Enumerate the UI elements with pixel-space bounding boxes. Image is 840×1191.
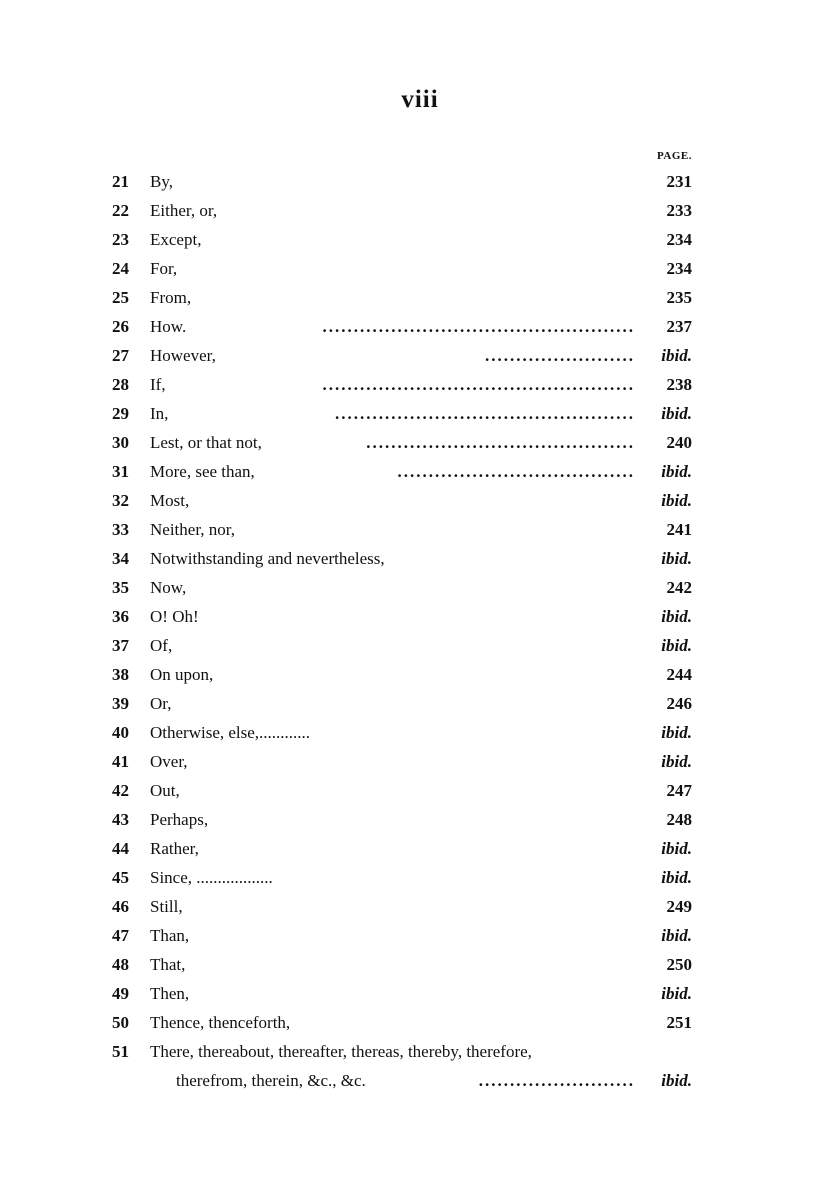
entry-page-number: 235 [666,288,692,307]
leader-dots: ................................................ [335,404,635,423]
toc-entry [0,1037,840,1095]
leader-dots: ........................................... [366,433,635,452]
toc-entry [0,370,840,399]
entry-title: Neither, nor, [150,520,236,539]
entry-title: By, [150,172,173,191]
entry-number: 26 [112,317,129,336]
entry-page-number: 241 [666,520,692,539]
entry-page-number: 249 [666,897,692,916]
entry-number: 29 [112,404,129,423]
entry-number: 27 [112,346,129,365]
entry-number: 32 [112,491,129,510]
entry-title: Out, [150,781,180,800]
entry-page-number: 234 [666,259,692,278]
entry-title: Or, [150,694,172,713]
entry-page-number: 238 [666,375,692,394]
entry-number: 51 [112,1042,129,1061]
toc-entry [0,341,840,370]
entry-title: In, [150,404,169,423]
entry-number: 42 [112,781,129,800]
entry-title: Perhaps, [150,810,209,829]
entry-title: O! Oh! [150,607,199,626]
entry-title: From, [150,288,192,307]
entry-title: Still, [150,897,183,916]
leader-dots: ...................................... [397,462,635,481]
toc-entry [0,863,840,892]
entry-title: Since, .................. [150,868,273,887]
entry-title: Now, [150,578,187,597]
entry-title: However, [150,346,216,365]
entry-number: 40 [112,723,129,742]
entry-page-number: 237 [666,317,692,336]
toc-entry [0,225,840,254]
entry-page-number: 251 [666,1013,692,1032]
entry-page-number: 240 [666,433,692,452]
entry-number: 30 [112,433,129,452]
entry-page-number: 231 [666,172,692,191]
toc-entry [0,515,840,544]
toc-entry [0,602,840,631]
entry-title: Rather, [150,839,199,858]
entry-number: 37 [112,636,129,655]
entry-title: Then, [150,984,190,1003]
toc-entry [0,544,840,573]
toc-entry [0,805,840,834]
toc-entry [0,921,840,950]
entry-page-number: 234 [666,230,692,249]
entry-page-number: 247 [666,781,692,800]
entry-number: 48 [112,955,129,974]
toc-entry [0,689,840,718]
leader-dots: ........................ [485,346,635,365]
page-column-header: PAGE. [657,150,692,162]
entry-page-number: ibid. [661,607,692,626]
entry-page-number: ibid. [661,636,692,655]
toc-entry [0,573,840,602]
entry-page-number: 242 [666,578,692,597]
leader-dots: ......................... [478,1071,635,1090]
entry-title: That, [150,955,186,974]
toc-entry [0,1008,840,1037]
toc-entry [0,631,840,660]
entry-page-number: ibid. [661,462,692,481]
page-folio: viii [401,86,439,113]
entry-page-number: 248 [666,810,692,829]
toc-entry [0,457,840,486]
entry-page-number: ibid. [661,984,692,1003]
entry-page-number: ibid. [661,549,692,568]
entry-page-number: ibid. [661,491,692,510]
entry-title: For, [150,259,178,278]
entry-number: 28 [112,375,129,394]
entry-number: 41 [112,752,129,771]
toc-entry [0,312,840,341]
entry-title: Over, [150,752,188,771]
entry-title: If, [150,375,166,394]
entry-page-number: ibid. [661,723,692,742]
entry-page-number: ibid. [661,1071,692,1090]
entry-title: Of, [150,636,173,655]
toc-entry [0,892,840,921]
toc-entry [0,283,840,312]
entry-page-number: 246 [666,694,692,713]
entry-title: Notwithstanding and nevertheless, [150,549,385,568]
entry-number: 47 [112,926,129,945]
entry-number: 49 [112,984,129,1003]
toc-entry [0,254,840,283]
entry-number: 45 [112,868,129,887]
toc-entry [0,428,840,457]
entry-title: More, see than, [150,462,255,481]
entry-number: 31 [112,462,129,481]
entry-number: 34 [112,549,129,568]
entry-page-number: ibid. [661,868,692,887]
entry-number: 22 [112,201,129,220]
entry-page-number: 233 [666,201,692,220]
leader-dots: .................................................. [322,317,635,336]
leader-dots: .................................................. [322,375,635,394]
entry-number: 46 [112,897,129,916]
entry-number: 43 [112,810,129,829]
toc-entry [0,718,840,747]
entry-title: How. [150,317,187,336]
entry-number: 33 [112,520,129,539]
entry-title: Thence, thenceforth, [150,1013,291,1032]
entry-number: 44 [112,839,129,858]
entry-page-number: 250 [666,955,692,974]
entry-number: 24 [112,259,129,278]
entry-number: 50 [112,1013,129,1032]
entry-number: 35 [112,578,129,597]
entry-number: 39 [112,694,129,713]
toc-entry [0,950,840,979]
entry-number: 21 [112,172,129,191]
table-of-contents [0,167,840,1095]
entry-page-number: 244 [666,665,692,684]
entry-title: On upon, [150,665,214,684]
entry-title: There, thereabout, thereafter, thereas, thereby, therefore, [150,1042,532,1061]
entry-page-number: ibid. [661,752,692,771]
entry-number: 36 [112,607,129,626]
entry-title: Most, [150,491,190,510]
toc-entry [0,979,840,1008]
entry-title: Otherwise, else,............ [150,723,311,742]
toc-entry [0,196,840,225]
entry-page-number: ibid. [661,839,692,858]
entry-number: 23 [112,230,129,249]
entry-number: 25 [112,288,129,307]
entry-page-number: ibid. [661,926,692,945]
toc-entry [0,486,840,515]
toc-entry [0,660,840,689]
entry-page-number: ibid. [661,346,692,365]
toc-entry [0,834,840,863]
entry-title: Either, or, [150,201,218,220]
entry-number: 38 [112,665,129,684]
toc-entry [0,776,840,805]
toc-entry [0,747,840,776]
entry-title: Than, [150,926,190,945]
toc-entry [0,167,840,196]
entry-title: Except, [150,230,202,249]
entry-title: Lest, or that not, [150,433,262,452]
entry-title-continued: therefrom, therein, &c., &c. [176,1071,366,1090]
entry-page-number: ibid. [661,404,692,423]
toc-entry [0,399,840,428]
